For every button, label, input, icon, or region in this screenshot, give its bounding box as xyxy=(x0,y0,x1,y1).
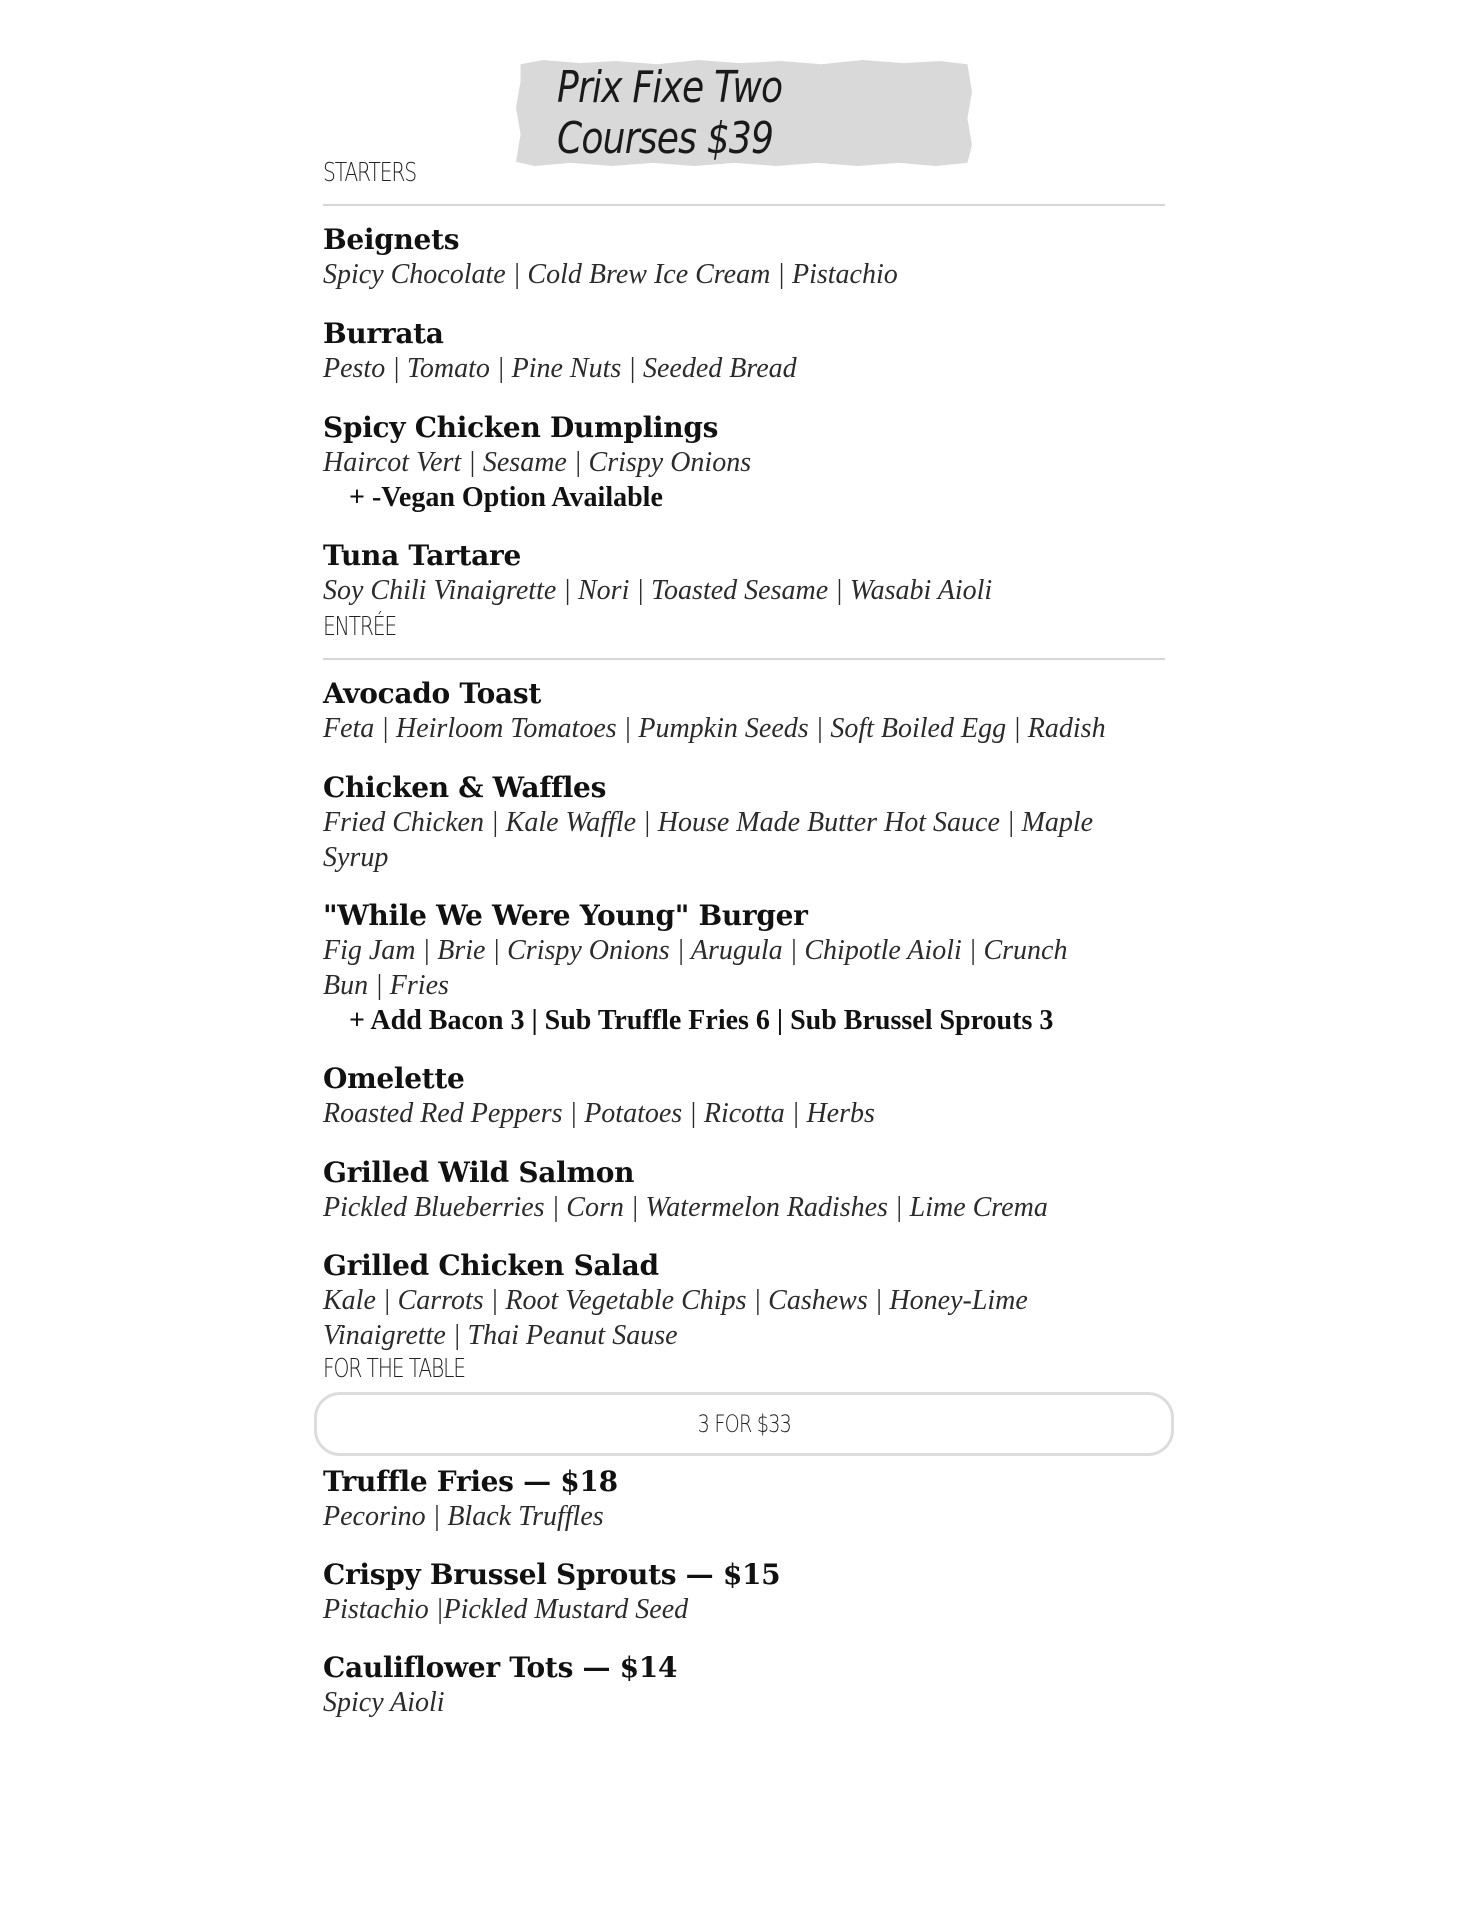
item-description: Pecorino | Black Truffles xyxy=(323,1501,604,1532)
item-name: "While We Were Young" Burger xyxy=(323,899,808,932)
item-name: Beignets xyxy=(323,223,460,256)
item-name: Grilled Chicken Salad xyxy=(323,1249,659,1282)
menu-item xyxy=(323,898,1183,1038)
item-name: Chicken & Waffles xyxy=(323,771,607,804)
menu-item xyxy=(323,1464,1183,1534)
section-title-entree: ENTRÉE xyxy=(323,612,397,642)
item-description: Spicy Aioli xyxy=(323,1687,445,1718)
item-description: Kale | Carrots | Root Vegetable Chips | Cashews | Honey-Lime xyxy=(323,1285,1028,1316)
menu-item xyxy=(323,316,1183,386)
item-description: Feta | Heirloom Tomatoes | Pumpkin Seeds | Soft Boiled Egg | Radish xyxy=(323,713,1106,744)
item-description-cont: Bun | Fries xyxy=(323,970,449,1001)
item-name: Cauliflower Tots — $14 xyxy=(323,1651,678,1684)
menu-item xyxy=(323,676,1183,746)
item-description: Haircot Vert | Sesame | Crispy Onions xyxy=(323,447,752,478)
section-title-for-the-table: FOR THE TABLE xyxy=(323,1354,465,1384)
menu-item xyxy=(323,538,1183,608)
menu-item xyxy=(323,1557,1183,1627)
item-description: Pickled Blueberries | Corn | Watermelon Radishes | Lime Crema xyxy=(323,1192,1048,1223)
menu-item xyxy=(323,1061,1183,1131)
item-name: Avocado Toast xyxy=(323,677,541,710)
item-name: Grilled Wild Salmon xyxy=(323,1156,635,1189)
section-divider xyxy=(323,204,1165,206)
item-description: Pesto | Tomato | Pine Nuts | Seeded Bread xyxy=(323,353,797,384)
menu-item xyxy=(323,1650,1183,1720)
item-name: Omelette xyxy=(323,1062,465,1095)
deal-badge xyxy=(314,1392,1174,1456)
item-description: Fig Jam | Brie | Crispy Onions | Arugula | Chipotle Aioli | Crunch xyxy=(323,935,1068,966)
item-description: Soy Chili Vinaigrette | Nori | Toasted Sesame | Wasabi Aioli xyxy=(323,575,993,606)
menu-title: Prix Fixe Two Courses $39 xyxy=(557,62,783,164)
item-name: Tuna Tartare xyxy=(323,539,521,572)
item-name: Truffle Fries — $18 xyxy=(323,1465,618,1498)
deal-text: 3 FOR $33 xyxy=(697,1410,791,1438)
item-description: Fried Chicken | Kale Waffle | House Made Butter Hot Sauce | Maple xyxy=(323,807,1094,838)
item-description: Pistachio |Pickled Mustard Seed xyxy=(323,1594,689,1625)
menu-item xyxy=(323,1248,1183,1353)
menu-item xyxy=(323,1155,1183,1225)
item-description: Roasted Red Peppers | Potatoes | Ricotta | Herbs xyxy=(323,1098,875,1129)
item-name: Burrata xyxy=(323,317,444,350)
item-name: Crispy Brussel Sprouts — $15 xyxy=(323,1558,781,1591)
item-name: Spicy Chicken Dumplings xyxy=(323,411,719,444)
menu-item xyxy=(323,770,1183,875)
menu-item xyxy=(323,222,1183,292)
menu-item xyxy=(323,410,1183,515)
section-title-starters: STARTERS xyxy=(323,158,416,188)
item-description: Spicy Chocolate | Cold Brew Ice Cream | Pistachio xyxy=(323,259,898,290)
section-divider xyxy=(323,658,1165,660)
item-note: + -Vegan Option Available xyxy=(349,482,663,513)
item-description-cont: Vinaigrette | Thai Peanut Sause xyxy=(323,1320,678,1351)
item-note: + Add Bacon 3 | Sub Truffle Fries 6 | Sub Brussel Sprouts 3 xyxy=(349,1005,1054,1036)
item-description-cont: Syrup xyxy=(323,842,389,873)
